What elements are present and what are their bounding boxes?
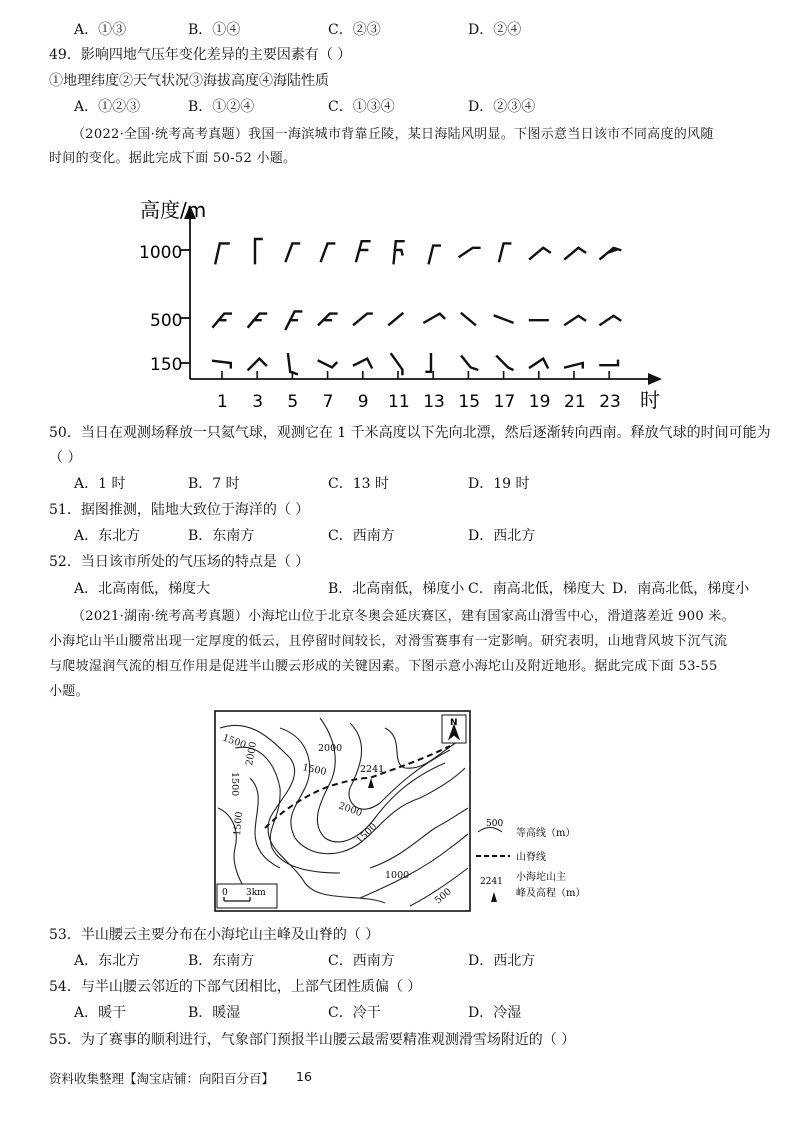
legend-peak-triangle xyxy=(491,892,497,902)
x-tick-label: 15 xyxy=(458,392,481,412)
q52-option-c: C．南高北低，梯度大 xyxy=(468,581,605,597)
legend-contour-label: 等高线（m） xyxy=(516,828,576,839)
wind-barb xyxy=(319,314,337,325)
q50-option-c: C．13 时 xyxy=(328,476,389,492)
q54-option-d: D．冷湿 xyxy=(468,1005,522,1021)
wind-barb xyxy=(213,361,231,368)
wind-barb xyxy=(462,356,477,369)
intro2-line4: 小题。 xyxy=(49,684,89,699)
wind-barb xyxy=(460,248,480,257)
q49-option-d: D．②③④ xyxy=(468,99,536,115)
q52-option-a: A．北高南低，梯度大 xyxy=(74,581,211,597)
contour-label-9: 500 xyxy=(432,886,454,907)
scale-length: 3km xyxy=(246,888,266,898)
q51-option-d: D．西北方 xyxy=(468,528,536,544)
y-tick-150: 150 xyxy=(150,355,183,375)
q49-option-a: A．①②③ xyxy=(74,99,141,115)
legend-contour-value: 500 xyxy=(486,819,504,829)
contour-map xyxy=(210,708,800,918)
wind-barb xyxy=(427,354,431,372)
wind-barb xyxy=(499,243,510,261)
wind-barb xyxy=(248,359,266,370)
y-axis-label: 高度/m xyxy=(140,198,207,222)
q51-option-a: A．东北方 xyxy=(74,528,141,544)
q48-option-d: D．②④ xyxy=(468,22,522,38)
contour-label-3: 1500 xyxy=(301,762,328,778)
contour-label-4: 1500 xyxy=(229,772,240,797)
q49-option-c: C．①③④ xyxy=(328,99,395,115)
wind-barb xyxy=(565,248,585,259)
contour-label-10: 1500 xyxy=(232,811,246,837)
wind-barb xyxy=(495,316,513,323)
wind-barb xyxy=(497,356,512,369)
wind-barb xyxy=(429,246,440,264)
intro2-line1: （2021·湖南·统考高考真题）小海坨山位于北京冬奥会延庆赛区，建有国家高山滑雪中心，滑道落差近 900 米。 xyxy=(72,609,735,624)
q53-option-d: D．西北方 xyxy=(468,953,536,969)
wind-barb xyxy=(321,243,334,261)
q49-stem: 49．影响四地气压年变化差异的主要因素有（ ） xyxy=(49,47,352,63)
scale-zero: 0 xyxy=(222,888,228,898)
q53-option-b: B．东南方 xyxy=(188,953,255,969)
intro1-line2: 时间的变化。据此完成下面 50-52 小题。 xyxy=(49,151,297,166)
wind-barb xyxy=(530,359,548,368)
q54-option-b: B．暖湿 xyxy=(188,1005,241,1021)
wind-barb xyxy=(424,314,444,323)
legend-peak-label-2: 峰及高程（m） xyxy=(516,888,586,899)
x-tick-label: 13 xyxy=(423,392,445,412)
wind-barb xyxy=(600,316,620,325)
contour-label-8: 1000 xyxy=(385,870,410,881)
wind-barb xyxy=(565,363,583,367)
map-legend xyxy=(476,819,585,902)
footer-source: 资料收集整理【淘宝店铺：向阳百分百】 xyxy=(49,1071,275,1086)
q52-option-d: D．南高北低，梯度小 xyxy=(612,581,750,597)
legend-peak-value: 2241 xyxy=(480,877,503,887)
q49-items: ①地理纬度②天气状况③海拔高度④海陆性质 xyxy=(49,73,329,89)
x-tick-label: 9 xyxy=(357,392,369,412)
q55-stem: 55．为了赛事的顺利进行，气象部门预报半山腰云最需要精准观测滑雪场附近的（ ） xyxy=(49,1032,576,1048)
page-number: 16 xyxy=(296,1069,312,1084)
wind-barb xyxy=(215,243,228,263)
x-axis-label: 时 xyxy=(640,388,660,412)
wind-barb xyxy=(319,361,337,368)
wind-chart xyxy=(0,195,800,435)
wind-barb xyxy=(354,314,372,325)
wind-barb xyxy=(354,359,372,368)
q54-option-c: C．冷干 xyxy=(328,1005,381,1021)
wind-barb xyxy=(255,239,262,263)
intro1-line1: （2022·全国·统考高考真题）我国一海滨城市背靠丘陵，某日海陆风明显。下图示意当日该市不同高度的风随 xyxy=(72,127,714,142)
x-tick-label: 3 xyxy=(252,392,264,412)
q53-option-a: A．东北方 xyxy=(74,953,141,969)
q52-option-b: B．北高南低，梯度小 xyxy=(328,581,465,597)
contour-label-6: 2000 xyxy=(336,800,364,820)
q48-option-c: C．②③ xyxy=(328,22,381,38)
north-label: N xyxy=(450,718,458,728)
wind-barb xyxy=(213,314,231,327)
q50-stem-line2: （ ） xyxy=(49,450,82,466)
contour-label-2: 2000 xyxy=(318,743,343,754)
x-tick-label: 11 xyxy=(388,392,410,412)
q54-stem: 54．与半山腰云邻近的下部气团相比，上部气团性质偏（ ） xyxy=(49,979,422,995)
wind-barb xyxy=(462,314,475,325)
x-tick-label: 19 xyxy=(528,392,551,412)
wind-barbs xyxy=(213,239,620,374)
x-tick-label: 7 xyxy=(322,392,334,412)
wind-barb xyxy=(389,314,402,325)
q50-option-b: B．7 时 xyxy=(188,476,240,492)
q53-option-c: C．西南方 xyxy=(328,953,395,969)
q48-option-a: A．①③ xyxy=(74,22,127,38)
q51-option-b: B．东南方 xyxy=(188,528,255,544)
wind-chart-axes xyxy=(180,217,650,379)
x-ticks xyxy=(217,371,621,412)
legend-peak-label-1: 小海坨山主 xyxy=(516,872,566,883)
q50-option-d: D．19 时 xyxy=(468,476,530,492)
q49-option-b: B．①②④ xyxy=(188,99,255,115)
wind-barb xyxy=(391,354,402,374)
q52-stem: 52．当日该市所处的气压场的特点是（ ） xyxy=(49,554,310,570)
q51-stem: 51．据图推测，陆地大致位于海洋的（ ） xyxy=(49,502,310,518)
q51-option-c: C．西南方 xyxy=(328,528,395,544)
contour-label-1: 1500 xyxy=(220,732,248,752)
wind-barb xyxy=(530,248,550,259)
intro2-line2: 小海坨山半山腰常出现一定厚度的低云，且停留时间较长，对滑雪赛事有一定影响。研究表明，山地背风坡下沉气流 xyxy=(49,634,728,649)
q53-stem: 53．半山腰云主要分布在小海坨山主峰及山脊的（ ） xyxy=(49,927,380,943)
x-axis-arrow xyxy=(648,373,662,385)
contour-label-5: 2000 xyxy=(244,740,260,767)
wind-barb xyxy=(600,361,618,365)
y-tick-1000: 1000 xyxy=(139,243,183,263)
x-tick-label: 23 xyxy=(599,392,621,412)
q50-stem-line1: 50．当日在观测场释放一只氦气球，观测它在 1 千米高度以下先向北漂，然后逐渐转向西南。释放气球的时间可能为 xyxy=(49,425,771,441)
legend-ridge-label: 山脊线 xyxy=(516,852,546,863)
wind-barb xyxy=(394,241,404,263)
wind-barb xyxy=(565,316,585,325)
x-tick-label: 21 xyxy=(564,392,586,412)
x-tick-label: 17 xyxy=(493,392,516,412)
x-tick-label: 1 xyxy=(217,392,228,412)
y-tick-500: 500 xyxy=(150,311,183,331)
q48-option-b: B．①④ xyxy=(188,22,241,38)
wind-barb xyxy=(286,243,299,261)
intro2-line3: 与爬坡湿润气流的相互作用是促进半山腰云形成的关键因素。下图示意小海坨山及附近地形。据此完成下面 53-55 xyxy=(49,659,718,674)
q50-option-a: A．1 时 xyxy=(74,476,126,492)
q54-option-a: A．暖干 xyxy=(74,1005,127,1021)
wind-barb xyxy=(356,241,369,261)
x-tick-label: 5 xyxy=(287,392,299,412)
contour-label-7: 1500 xyxy=(354,821,380,847)
wind-barb xyxy=(600,248,620,259)
peak-elevation: 2241 xyxy=(360,764,385,775)
wind-barb xyxy=(248,314,266,327)
wind-barb xyxy=(286,311,301,329)
